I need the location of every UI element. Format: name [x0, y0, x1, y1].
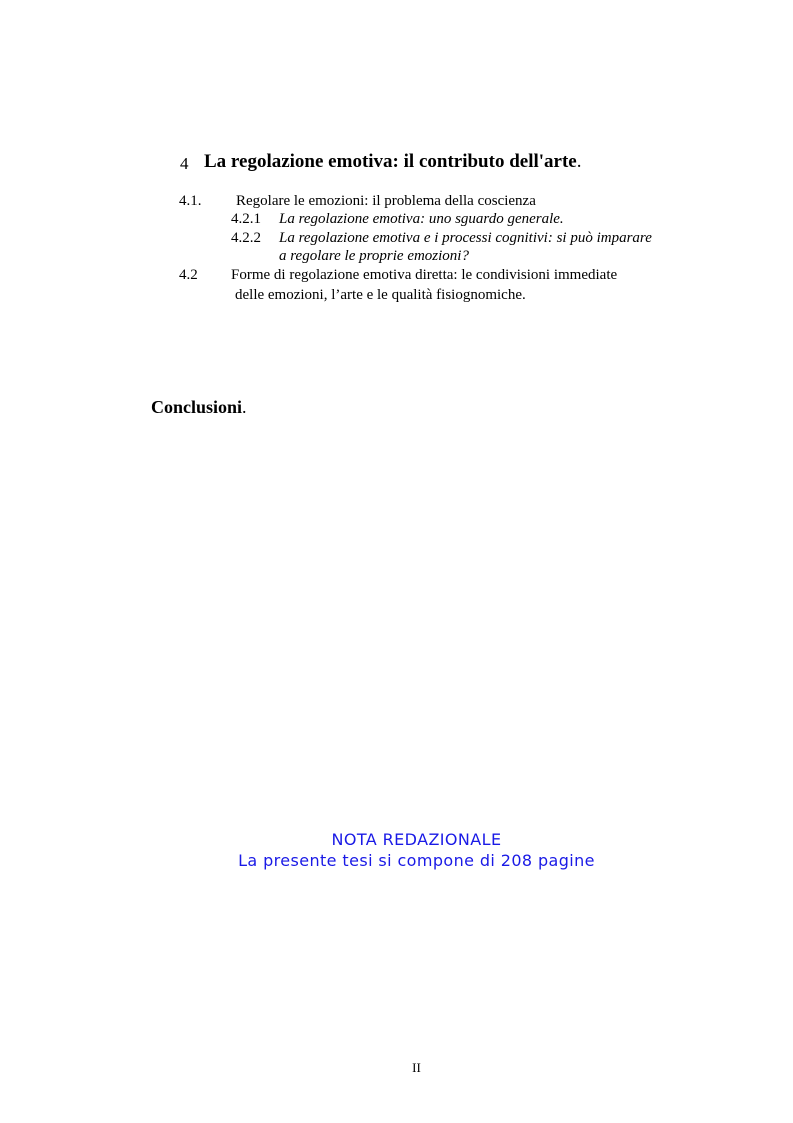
toc-number-4-1: 4.1. — [179, 193, 202, 209]
toc-title-4-2-2-line1: La regolazione emotiva e i processi cognitivi: si può imparare — [279, 230, 652, 246]
toc-title-4-2-line1: Forme di regolazione emotiva diretta: le condivisioni immediate — [231, 267, 618, 283]
toc-number-4-2-1: 4.2.1 — [231, 211, 261, 227]
toc-title-4-2-1: La regolazione emotiva: uno sguardo generale. — [279, 211, 564, 227]
nota-heading: NOTA REDAZIONALE — [331, 830, 502, 849]
toc-title-4-1: Regolare le emozioni: il problema della coscienza — [236, 193, 536, 209]
nota-text: La presente tesi si compone di 208 pagine — [238, 851, 595, 870]
toc-number-4-2-2: 4.2.2 — [231, 230, 261, 246]
chapter-title-period: . — [576, 151, 582, 172]
chapter-number: 4 — [180, 154, 189, 173]
conclusioni-heading — [151, 397, 247, 418]
conclusioni-label: Conclusioni — [151, 397, 243, 417]
chapter-title-text: La regolazione emotiva: il contributo dell'arte — [204, 151, 577, 172]
conclusioni-period: . — [242, 397, 247, 417]
toc-title-4-2-2-line2: a regolare le proprie emozioni? — [279, 248, 469, 264]
chapter-title — [204, 151, 581, 173]
toc-number-4-2: 4.2 — [179, 267, 198, 283]
toc-title-4-2-line2: delle emozioni, l’arte e le qualità fisiognomiche. — [235, 287, 526, 303]
page-number: II — [412, 1060, 421, 1075]
